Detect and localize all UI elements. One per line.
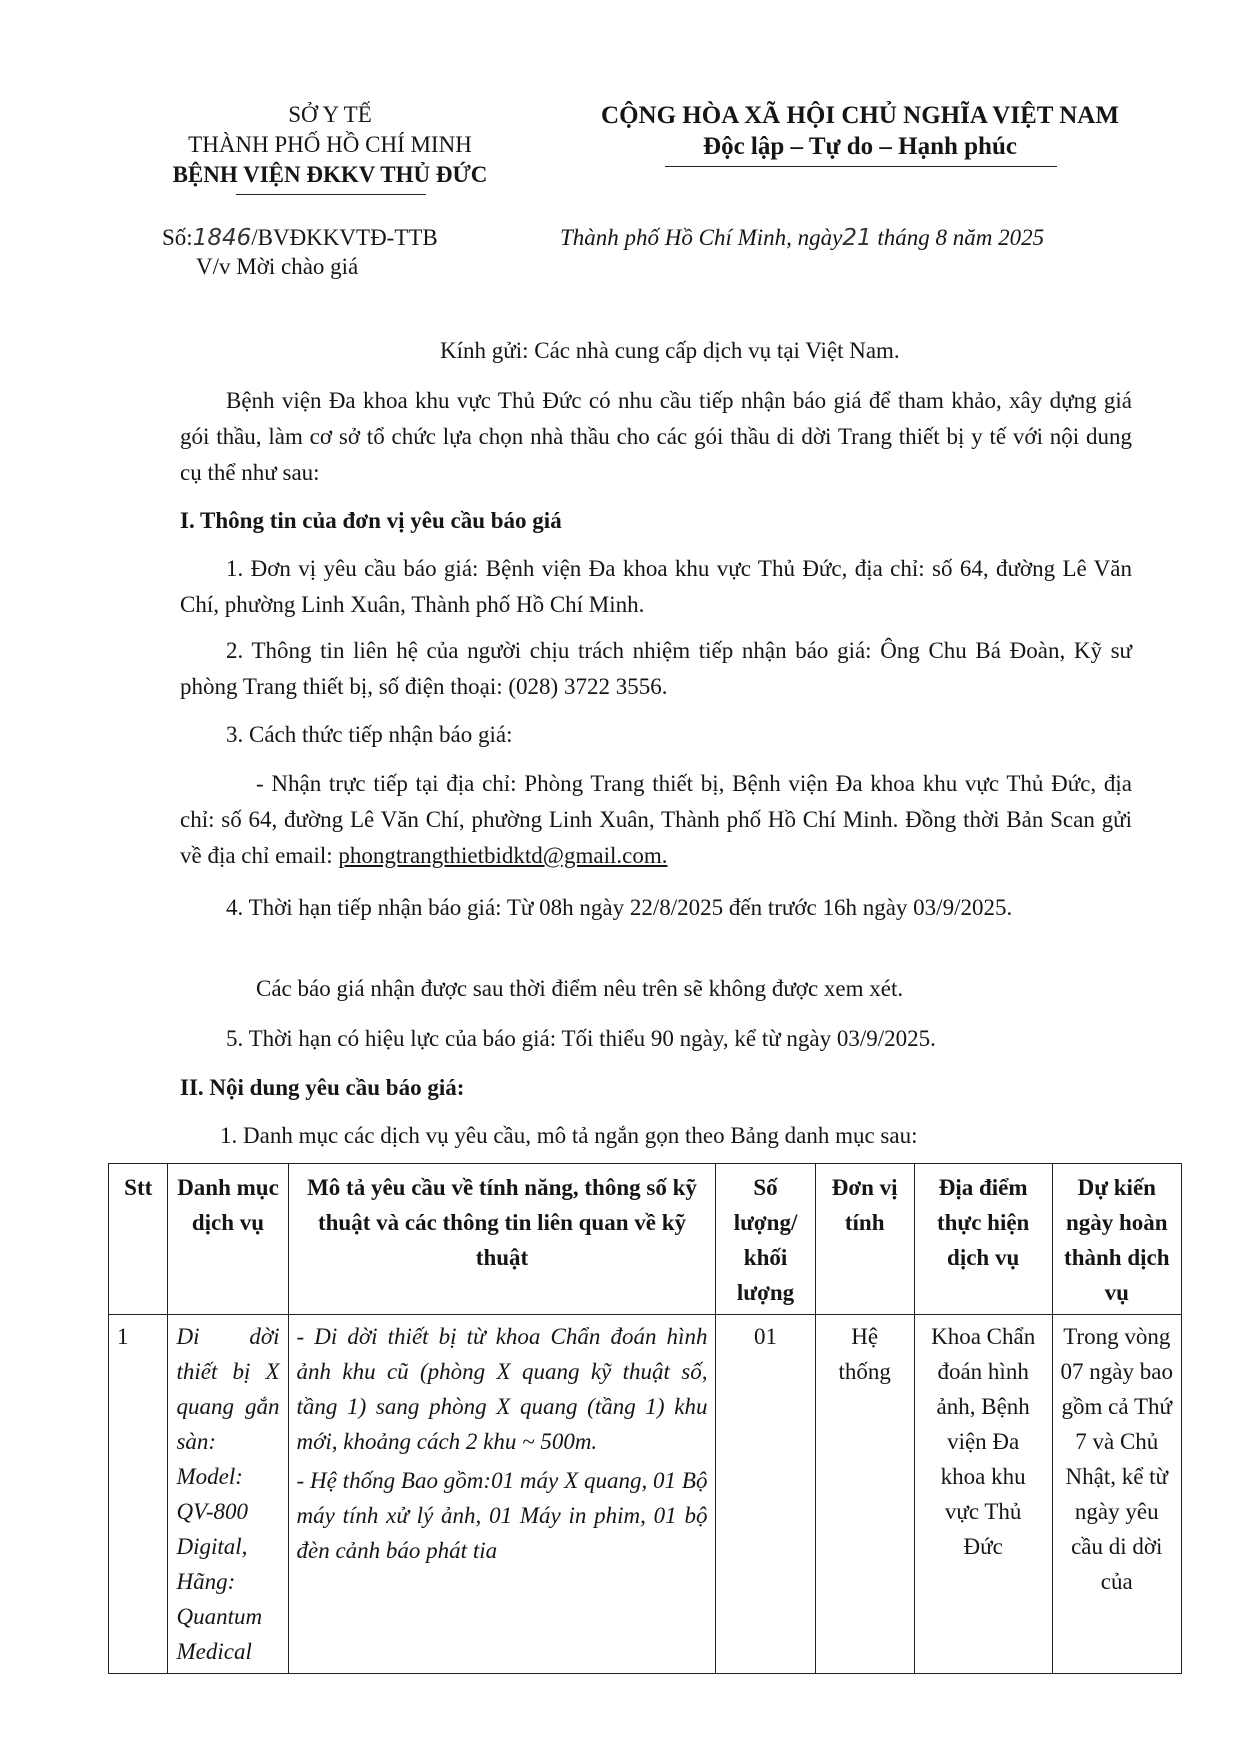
section-2-heading: II. Nội dung yêu cầu báo giá:	[180, 1075, 465, 1100]
receive-method-text: - Nhận trực tiếp tại địa chỉ: Phòng Trang thiết bị, Bệnh viện Đa khoa khu vực Thủ Đức, địa chỉ: số 64, đường Lê Văn Chí, phường Linh Xuân, Thành phố Hồ Chí Minh. Đồng thời Bản Scan gửi về địa chỉ email:	[180, 771, 1132, 868]
issuer-block	[130, 100, 530, 190]
motto-underline	[665, 166, 1057, 167]
header-completion: Dự kiến ngày hoàn thành dịch vụ	[1052, 1164, 1181, 1315]
doc-no-handwritten: 1846	[192, 225, 252, 251]
date-suffix: tháng 8 năm 2025	[871, 225, 1045, 250]
date-prefix: Thành phố Hồ Chí Minh, ngày	[560, 225, 843, 250]
description-line-2: - Hệ thống Bao gồm:01 máy X quang, 01 Bộ máy tính xử lý ảnh, 01 Máy in phim, 01 bộ đèn cảnh báo phát tia	[296, 1468, 708, 1563]
issuer-department: SỞ Y TẾ	[288, 102, 372, 127]
motto: Độc lập – Tự do – Hạnh phúc	[703, 133, 1017, 160]
cell-location: Khoa Chẩn đoán hình ảnh, Bệnh viện Đa khoa khu vực Thủ Đức	[914, 1315, 1052, 1674]
doc-no-suffix: /BVĐKKVTĐ-TTB	[251, 225, 438, 250]
section-1-item-4-note: Các báo giá nhận được sau thời điểm nêu trên sẽ không được xem xét.	[256, 976, 904, 1001]
salutation: Kính gửi: Các nhà cung cấp dịch vụ tại Việt Nam.	[440, 338, 900, 363]
national-heading	[565, 100, 1155, 162]
email-link[interactable]: phongtrangthietbidktd@gmail.com.	[338, 843, 668, 868]
table-row	[109, 1315, 1182, 1674]
place-date	[560, 223, 1180, 253]
header-quantity: Số lượng/ khối lượng	[716, 1164, 815, 1315]
service-table	[108, 1163, 1182, 1674]
header-location: Địa điểm thực hiện dịch vụ	[914, 1164, 1052, 1315]
country-name: CỘNG HÒA XÃ HỘI CHỦ NGHĨA VIỆT NAM	[601, 102, 1119, 129]
date-day-handwritten: 21	[842, 225, 872, 251]
cell-service: Di dời thiết bị X quang gắn sàn: Model: QV-800 Digital, Hãng: Quantum Medical	[168, 1315, 288, 1674]
doc-no-prefix: Số:	[162, 225, 193, 250]
cell-unit: Hệ thống	[815, 1315, 914, 1674]
issuer-hospital: BỆNH VIỆN ĐKKV THỦ ĐỨC	[172, 162, 488, 187]
header-unit: Đơn vị tính	[815, 1164, 914, 1315]
header-stt: Stt	[109, 1164, 168, 1315]
document-subject: V/v Mời chào giá	[196, 254, 359, 279]
description-line-1: - Di dời thiết bị từ khoa Chẩn đoán hình ảnh khu cũ (phòng X quang kỹ thuật số, tầng 1) sang phòng X quang (tầng 1) khu mới, khoảng cách 2 khu ~ 500m.	[296, 1324, 708, 1454]
section-1-item-3: 3. Cách thức tiếp nhận báo giá:	[226, 722, 513, 747]
intro-paragraph: Bệnh viện Đa khoa khu vực Thủ Đức có nhu cầu tiếp nhận báo giá để tham khảo, xây dựng giá gói thầu, làm cơ sở tổ chức lựa chọn nhà thầu cho các gói thầu di dời Trang thiết bị y tế với nội dung cụ thể như sau:	[180, 388, 1132, 485]
cell-completion: Trong vòng 07 ngày bao gồm cả Thứ 7 và Chủ Nhật, kể từ ngày yêu cầu di dời của	[1052, 1315, 1181, 1674]
table-header-row	[109, 1164, 1182, 1315]
section-1-item-1: 1. Đơn vị yêu cầu báo giá: Bệnh viện Đa khoa khu vực Thủ Đức, địa chỉ: số 64, đường Lê Văn Chí, phường Linh Xuân, Thành phố Hồ Chí Minh.	[180, 556, 1132, 617]
document-number	[162, 223, 522, 253]
issuer-underline	[236, 194, 426, 195]
section-1-item-3-detail	[180, 766, 1132, 874]
section-1-heading: I. Thông tin của đơn vị yêu cầu báo giá	[180, 508, 562, 533]
section-2-item-1: 1. Danh mục các dịch vụ yêu cầu, mô tả ngắn gọn theo Bảng danh mục sau:	[220, 1123, 918, 1148]
section-1-item-5: 5. Thời hạn có hiệu lực của báo giá: Tối thiểu 90 ngày, kể từ ngày 03/9/2025.	[226, 1026, 936, 1051]
header-service: Danh mục dịch vụ	[168, 1164, 288, 1315]
cell-stt: 1	[109, 1315, 168, 1674]
issuer-city: THÀNH PHỐ HỒ CHÍ MINH	[188, 132, 472, 157]
section-1-item-2: 2. Thông tin liên hệ của người chịu trách nhiệm tiếp nhận báo giá: Ông Chu Bá Đoàn, Kỹ sư phòng Trang thiết bị, số điện thoại: (028) 3722 3556.	[180, 638, 1132, 699]
section-1-item-4: 4. Thời hạn tiếp nhận báo giá: Từ 08h ngày 22/8/2025 đến trước 16h ngày 03/9/2025.	[226, 895, 1013, 920]
header-description: Mô tả yêu cầu về tính năng, thông số kỹ thuật và các thông tin liên quan về kỹ thuật	[288, 1164, 716, 1315]
cell-quantity: 01	[716, 1315, 815, 1674]
cell-description	[288, 1315, 716, 1674]
